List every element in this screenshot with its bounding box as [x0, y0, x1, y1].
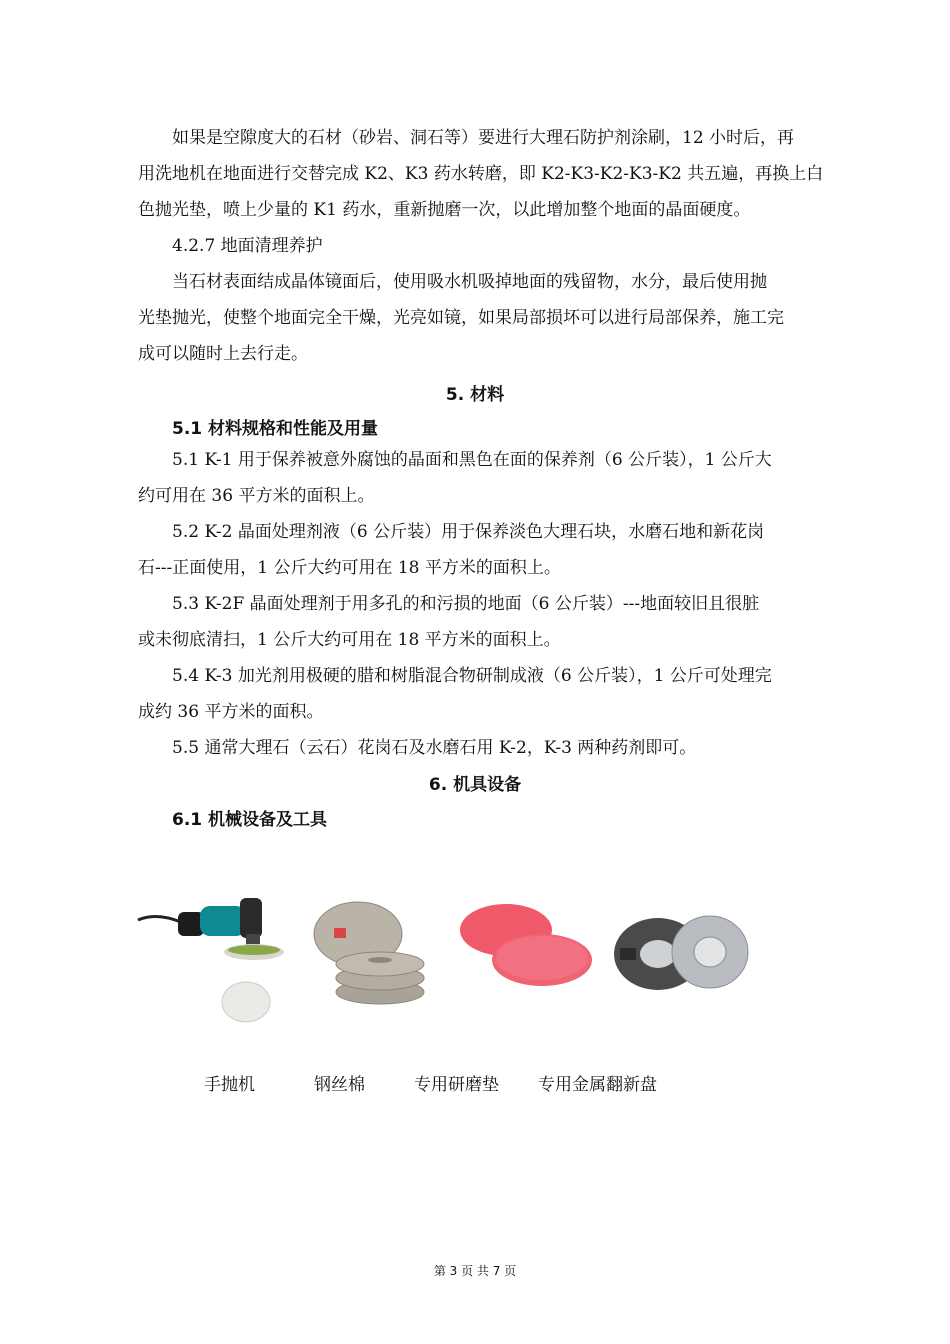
steel-wool-pad-image	[308, 898, 426, 1008]
text-line: 色抛光垫，喷上少量的 K1 药水，重新抛磨一次，以此增加整个地面的晶面硬度。	[138, 200, 751, 220]
text-line: 5.5 通常大理石（云石）花岗石及水磨石用 K-2，K-3 两种药剂即可。	[172, 738, 697, 758]
caption-grinding-pad: 专用研磨垫	[414, 1075, 499, 1095]
caption-hand-polisher: 手抛机	[204, 1075, 255, 1095]
text-line: 光垫抛光，使整个地面完全干燥，光亮如镜，如果局部损坏可以进行局部保养，施工完	[138, 308, 784, 328]
section-6-title: 6. 机具设备	[428, 775, 522, 795]
text-line: 石---正面使用，1 公斤大约可用在 18 平方米的面积上。	[138, 558, 561, 578]
paragraph-5-5	[138, 730, 838, 766]
text-line: 5.1 K-1 用于保养被意外腐蚀的晶面和黑色在面的保养剂（6 公斤装），1 公斤大	[172, 450, 772, 470]
section-6-1-title: 6.1 机械设备及工具	[172, 810, 328, 830]
text-line: 约可用在 36 平方米的面积上。	[138, 486, 375, 506]
paragraph-5-2	[138, 514, 838, 586]
paragraph-5-4	[138, 658, 838, 730]
text-line: 5.2 K-2 晶面处理剂液（6 公斤装）用于保养淡色大理石块，水磨石地和新花岗	[172, 522, 765, 542]
red-polishing-pad-image	[456, 900, 596, 990]
text-line: 如果是空隙度大的石材（砂岩、洞石等）要进行大理石防护剂涂刷，12 小时后，再	[172, 128, 795, 148]
text-line: 4.2.7 地面清理养护	[172, 236, 323, 256]
paragraph-floor-cleaning	[138, 264, 838, 372]
text-line: 5.3 K-2F 晶面处理剂于用多孔的和污损的地面（6 公斤装）---地面较旧且很脏	[172, 594, 760, 614]
text-line: 成可以随时上去行走。	[138, 344, 308, 364]
text-line: 或未彻底清扫，1 公斤大约可用在 18 平方米的面积上。	[138, 630, 561, 650]
text-line: 用洗地机在地面进行交替完成 K2、K3 药水转磨，即 K2-K3-K2-K3-K2 共五遍，再换上白	[138, 164, 824, 184]
caption-steel-wool: 钢丝棉	[314, 1075, 365, 1095]
text-line: 当石材表面结成晶体镜面后，使用吸水机吸掉地面的残留物，水分，最后使用抛	[172, 272, 767, 292]
paragraph-5-1	[138, 442, 838, 514]
caption-metal-disc: 专用金属翻新盘	[538, 1075, 657, 1095]
page-footer: 第 3 页 共 7 页	[433, 1264, 517, 1278]
paragraph-5-3	[138, 586, 838, 658]
text-line: 成约 36 平方米的面积。	[138, 702, 324, 722]
text-line: 5.4 K-3 加光剂用极硬的腊和树脂混合物研制成液（6 公斤装），1 公斤可处理完	[172, 666, 772, 686]
hand-polisher-image	[136, 890, 286, 1025]
metal-renovation-disc-image	[610, 908, 752, 998]
paragraph-stone-protection	[138, 120, 838, 228]
section-5-title: 5. 材料	[445, 385, 505, 405]
heading-4-2-7	[138, 228, 838, 264]
section-5-1-title: 5.1 材料规格和性能及用量	[172, 419, 379, 439]
